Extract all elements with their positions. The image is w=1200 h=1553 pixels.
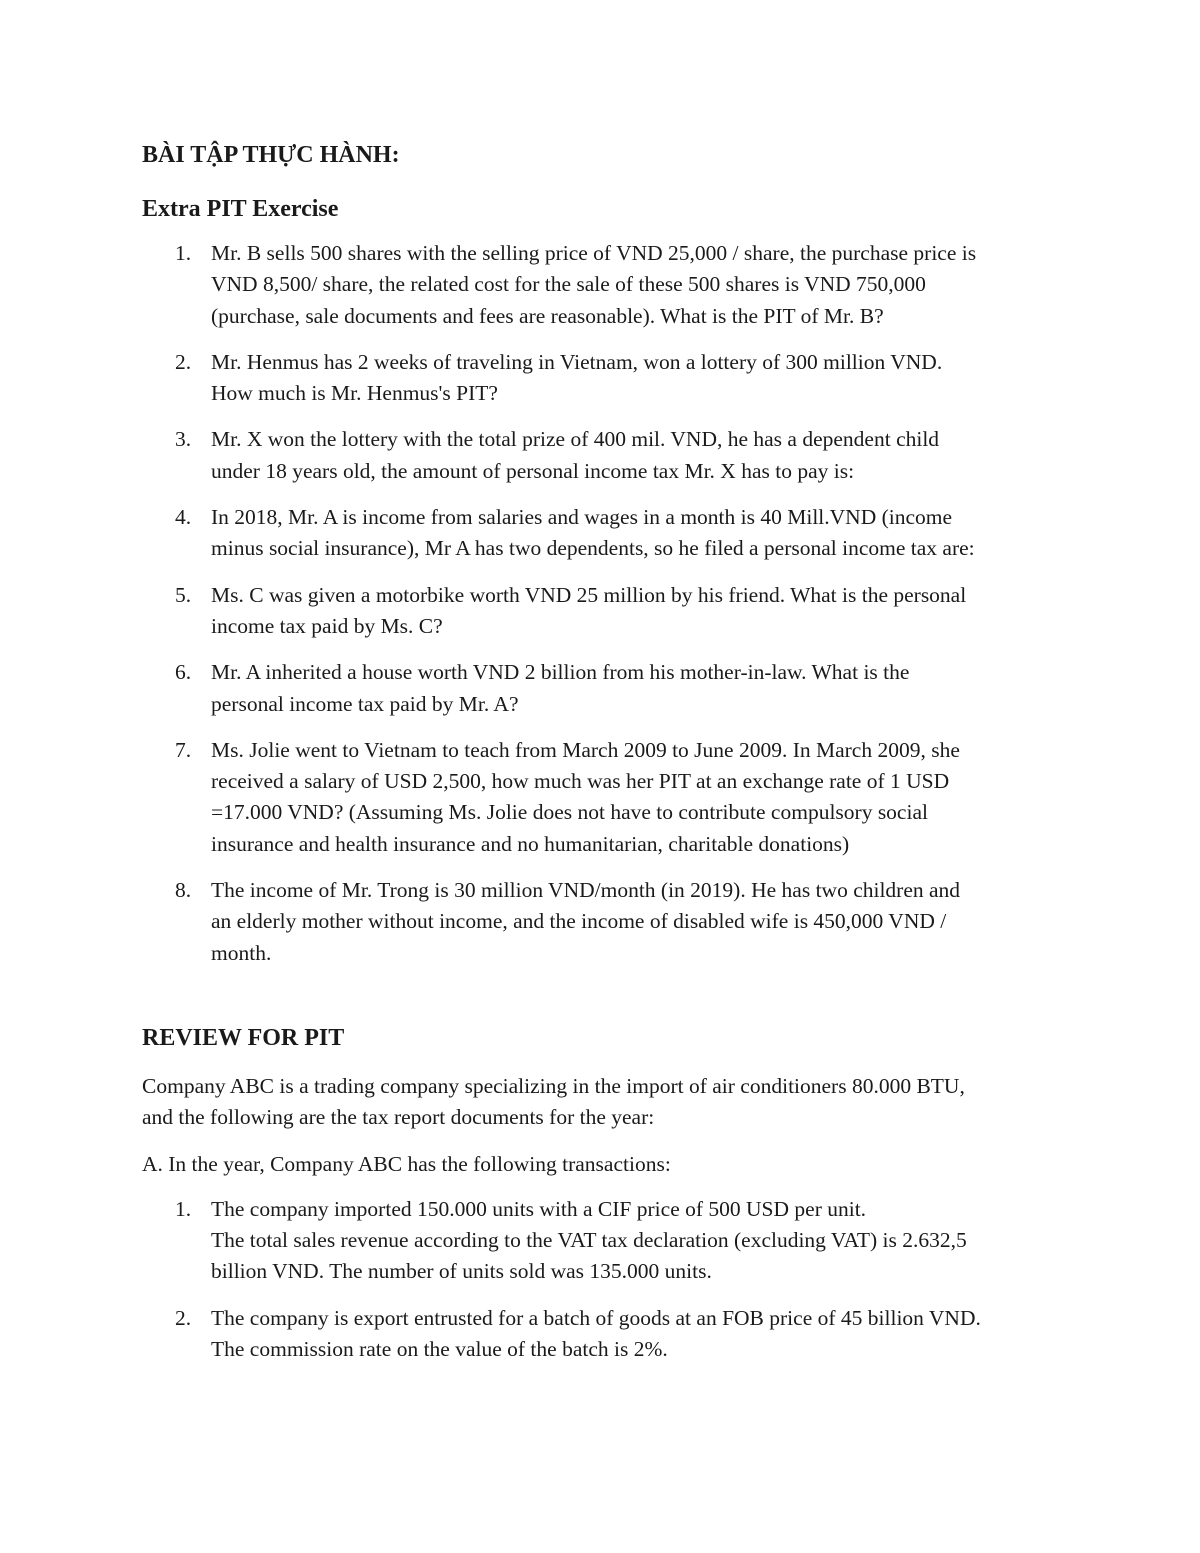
list-item-text: Ms. Jolie went to Vietnam to teach from March 2009 to June 2009. In March 2009, she xyxy=(211,737,960,762)
list-item-text: Ms. C was given a motorbike worth VND 25 million by his friend. What is the personal xyxy=(211,582,967,607)
exercise-item xyxy=(142,875,1062,969)
list-item-text: VND 8,500/ share, the related cost for the sale of these 500 shares is VND 750,000 xyxy=(211,272,926,297)
list-item-text: The commission rate on the value of the batch is 2%. xyxy=(211,1337,668,1362)
exercise-item xyxy=(142,657,1062,720)
list-item-text: The total sales revenue according to the VAT tax declaration (excluding VAT) is 2.632,5 xyxy=(211,1228,967,1253)
list-item-number: 3. xyxy=(175,427,192,452)
page-title: BÀI TẬP THỰC HÀNH: xyxy=(142,142,400,168)
list-item-text: month. xyxy=(211,940,272,965)
section-title-extra-pit: Extra PIT Exercise xyxy=(142,196,339,222)
list-item-text: Mr. B sells 500 shares with the selling price of VND 25,000 / share, the purchase price is xyxy=(211,241,977,265)
exercise-item xyxy=(142,238,1062,332)
list-item-text: billion VND. The number of units sold was 135.000 units. xyxy=(211,1259,712,1284)
transaction-item xyxy=(142,1194,1062,1288)
list-item-text: In 2018, Mr. A is income from salaries and wages in a month is 40 Mill.VND (income xyxy=(211,505,953,530)
document-page xyxy=(142,140,1062,1365)
intro-line: Company ABC is a trading company specializing in the import of air conditioners 80.000 BTU, xyxy=(142,1073,965,1098)
section-title-review-pit: REVIEW FOR PIT xyxy=(142,1024,345,1051)
exercise-item xyxy=(142,347,1062,410)
list-item-text: (purchase, sale documents and fees are reasonable). What is the PIT of Mr. B? xyxy=(211,303,884,328)
list-item-text: income tax paid by Ms. C? xyxy=(211,613,443,638)
list-item-text: The company is export entrusted for a batch of goods at an FOB price of 45 billion VND. xyxy=(211,1305,981,1330)
section-a-text: A. In the year, Company ABC has the following transactions: xyxy=(142,1151,671,1176)
list-item-number: 1. xyxy=(175,1196,192,1221)
transaction-item xyxy=(142,1303,1062,1366)
exercise-item xyxy=(142,424,1062,487)
list-item-text: insurance and health insurance and no humanitarian, charitable donations) xyxy=(211,831,850,856)
intro-line: and the following are the tax report documents for the year: xyxy=(142,1105,655,1130)
exercise-item xyxy=(142,735,1062,860)
list-item-number: 2. xyxy=(175,349,192,374)
list-item-text: The company imported 150.000 units with a CIF price of 500 USD per unit. xyxy=(211,1196,867,1221)
list-item-text: personal income tax paid by Mr. A? xyxy=(211,691,519,716)
transaction-list xyxy=(142,1194,1062,1365)
list-item-text: an elderly mother without income, and the income of disabled wife is 450,000 VND / xyxy=(211,909,947,934)
list-item-number: 5. xyxy=(175,582,192,607)
list-item-number: 2. xyxy=(175,1305,192,1330)
list-item-text: received a salary of USD 2,500, how much was her PIT at an exchange rate of 1 USD xyxy=(211,769,950,794)
list-item-text: Mr. X won the lottery with the total prize of 400 mil. VND, he has a dependent child xyxy=(211,427,940,452)
list-item-text: The income of Mr. Trong is 30 million VND/month (in 2019). He has two children and xyxy=(211,878,961,903)
list-item-text: under 18 years old, the amount of personal income tax Mr. X has to pay is: xyxy=(211,458,855,483)
list-item-number: 4. xyxy=(175,505,192,530)
exercise-item xyxy=(142,580,1062,643)
list-item-text: Mr. A inherited a house worth VND 2 billion from his mother-in-law. What is the xyxy=(211,660,910,685)
list-item-text: How much is Mr. Henmus's PIT? xyxy=(211,381,498,406)
list-item-text: Mr. Henmus has 2 weeks of traveling in Vietnam, won a lottery of 300 million VND. xyxy=(211,349,943,374)
list-item-text: =17.000 VND? (Assuming Ms. Jolie does not have to contribute compulsory social xyxy=(211,800,928,825)
list-item-text: minus social insurance), Mr A has two dependents, so he filed a personal income tax are: xyxy=(211,536,975,561)
list-item-number: 8. xyxy=(175,878,192,903)
list-item-number: 7. xyxy=(175,737,192,762)
list-item-number: 1. xyxy=(175,241,192,265)
intro-paragraph xyxy=(142,1071,1062,1134)
list-item-number: 6. xyxy=(175,660,192,685)
exercise-item xyxy=(142,502,1062,565)
exercise-list xyxy=(142,238,1062,969)
